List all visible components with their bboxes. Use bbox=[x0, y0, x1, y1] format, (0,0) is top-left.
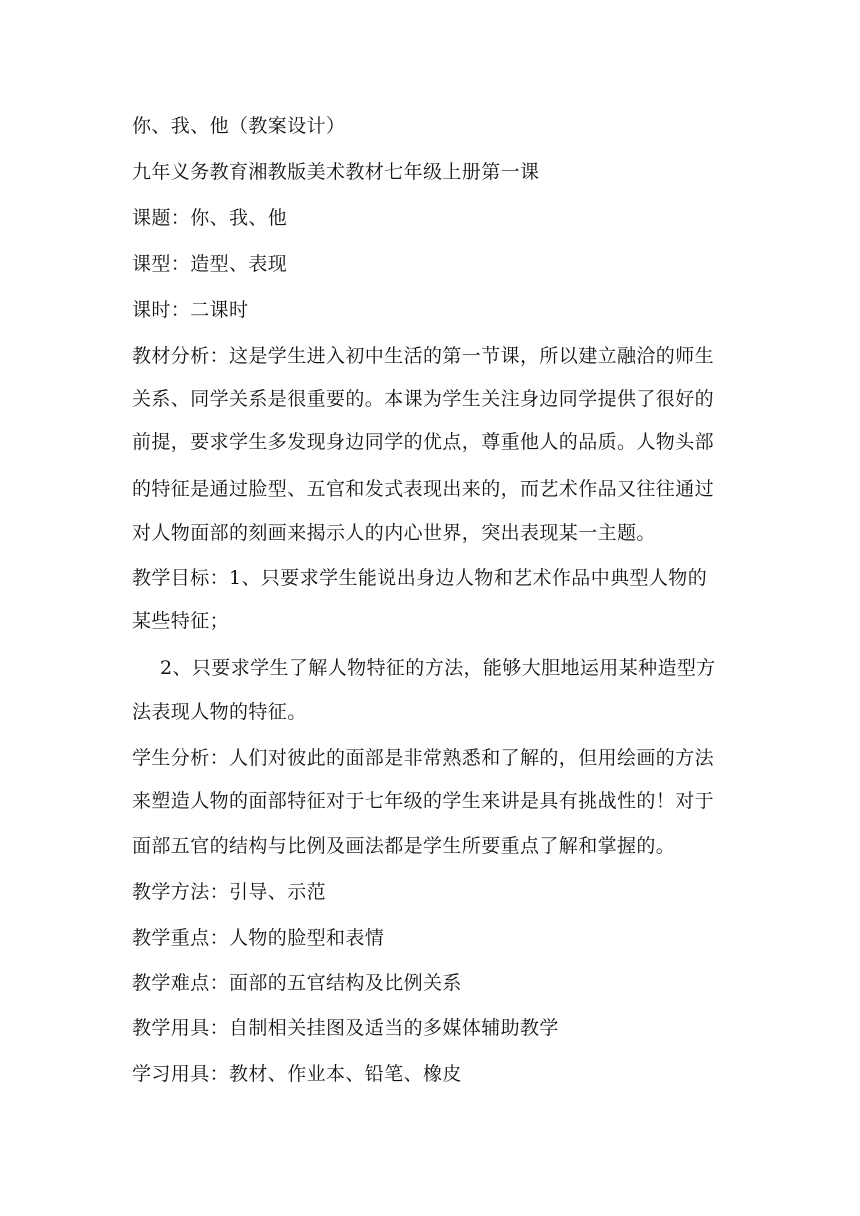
goal-line: 法表现人物的特征。 bbox=[132, 701, 307, 723]
difficulty-line: 教学难点：面部的五官结构及比例关系 bbox=[132, 972, 462, 994]
analysis-line: 教材分析：这是学生进入初中生活的第一节课，所以建立融洽的师生 bbox=[132, 345, 715, 367]
key-point-line: 教学重点：人物的脸型和表情 bbox=[132, 927, 385, 949]
analysis-line: 前提，要求学生多发现身边同学的优点，尊重他人的品质。人物头部 bbox=[132, 431, 715, 453]
goal-line: 2、只要求学生了解人物特征的方法，能够大胆地运用某种造型方 bbox=[160, 657, 716, 679]
document-title: 你、我、他（教案设计） bbox=[132, 115, 346, 137]
lesson-type-line: 课型：造型、表现 bbox=[132, 253, 288, 275]
learning-tools-line: 学习用具：教材、作业本、铅笔、橡皮 bbox=[132, 1063, 462, 1085]
teaching-tools-line: 教学用具：自制相关挂图及适当的多媒体辅助教学 bbox=[132, 1017, 559, 1039]
goal-line: 某些特征； bbox=[132, 610, 230, 632]
analysis-line: 关系、同学关系是很重要的。本课为学生关注身边同学提供了很好的 bbox=[132, 388, 715, 410]
document-subtitle: 九年义务教育湘教版美术教材七年级上册第一课 bbox=[132, 161, 540, 183]
student-analysis-line: 来塑造人物的面部特征对于七年级的学生来讲是具有挑战性的！对于 bbox=[132, 790, 715, 812]
student-analysis-line: 学生分析：人们对彼此的面部是非常熟悉和了解的，但用绘画的方法 bbox=[132, 747, 715, 769]
analysis-line: 的特征是通过脸型、五官和发式表现出来的，而艺术作品又往往通过 bbox=[132, 478, 715, 500]
topic-line: 课题：你、我、他 bbox=[132, 207, 288, 229]
student-analysis-line: 面部五官的结构与比例及画法都是学生所要重点了解和掌握的。 bbox=[132, 835, 676, 857]
method-line: 教学方法：引导、示范 bbox=[132, 881, 327, 903]
hours-line: 课时：二课时 bbox=[132, 299, 249, 321]
goal-line: 教学目标：1、只要求学生能说出身边人物和艺术作品中典型人物的 bbox=[132, 567, 708, 589]
analysis-line: 对人物面部的刻画来揭示人的内心世界，突出表现某一主题。 bbox=[132, 522, 656, 544]
